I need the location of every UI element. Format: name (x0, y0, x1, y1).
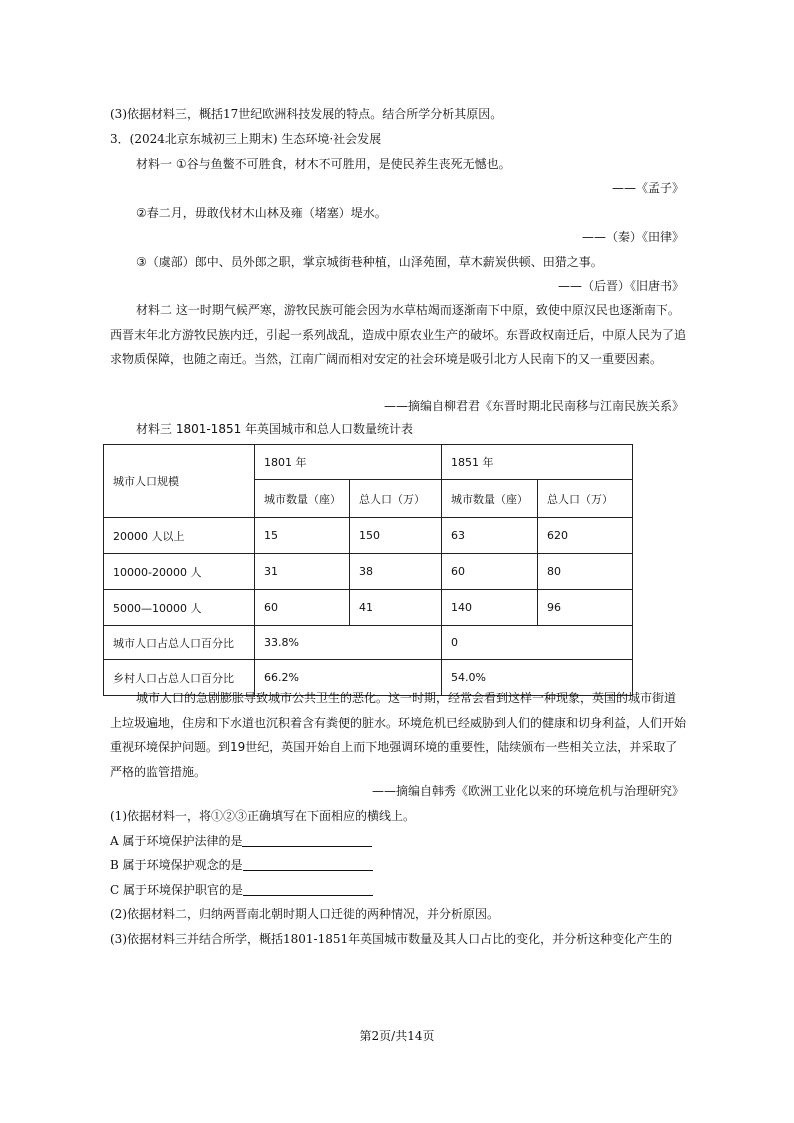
question-1-c: C 属于环境保护职官的是 (110, 882, 373, 898)
answer-blank-a[interactable] (242, 834, 372, 847)
table-corner-header: 城市人口规模 (104, 445, 255, 518)
table-cell: 80 (538, 554, 633, 590)
table-cell: 15 (255, 518, 350, 554)
table-subheader: 城市数量（座） (442, 480, 538, 518)
table-cell: 10000-20000 人 (104, 554, 255, 590)
table-cell: 城市人口占总人口百分比 (104, 626, 255, 660)
table-cell: 5000—10000 人 (104, 590, 255, 626)
question-3-header: 3．(2024北京东城初三上期末) 生态环境·社会发展 (110, 132, 382, 146)
table-subheader: 城市数量（座） (255, 480, 350, 518)
table-year-1801: 1801 年 (255, 445, 442, 480)
table-cell: 20000 人以上 (104, 518, 255, 554)
answer-blank-c[interactable] (243, 883, 373, 896)
answer-blank-b[interactable] (243, 858, 373, 871)
table-cell: 63 (442, 518, 538, 554)
material-2-source: ——摘编自柳君君《东晋时期北民南移与江南民族关系》 (383, 399, 684, 413)
question-1-b: B 属于环境保护观念的是 (110, 857, 373, 873)
table-cell: 620 (538, 518, 633, 554)
table-subheader: 总人口（万） (538, 480, 633, 518)
table-cell: 0 (442, 626, 633, 660)
question-1-a: A 属于环境保护法律的是 (110, 833, 372, 849)
material-1-item-1-source: ——《孟子》 (611, 181, 684, 195)
table-cell: 31 (255, 554, 350, 590)
material-3-paragraph: 城市人口的急剧膨胀导致城市公共卫生的恶化。这一时期，经常会看到这样一种现象，英国的城市街道上垃圾遍地，住房和下水道也沉积着含有粪便的脏水。环境危机已经威胁到人们的健康和切身利益，人们开始重视环境保护问题。到19世纪，英国开始自上而下地强调环境的重要性，陆续颁布一些相关立法，并采取了严格的监管措施。 (110, 691, 687, 779)
table-cell: 38 (350, 554, 442, 590)
table-cell: 33.8% (255, 626, 442, 660)
material-3-source: ——摘编自韩秀《欧洲工业化以来的环境危机与治理研究》 (371, 784, 684, 798)
table-cell: 60 (255, 590, 350, 626)
population-table (103, 444, 633, 696)
table-cell: 96 (538, 590, 633, 626)
table-year-1851: 1851 年 (442, 445, 633, 480)
table-cell: 乡村人口占总人口百分比 (104, 660, 255, 696)
material-1-item-3: ③（虞部）郎中、员外郎之职，掌京城街巷种植，山泽苑囿，草木薪炭供顿、田猎之事。 (136, 255, 603, 269)
material-1-item-2: ②春二月，毋敢伐材木山林及雍（堵塞）堤水。 (136, 206, 387, 220)
question-3-prev-sub3: (3)依据材料三，概括17世纪欧洲科技发展的特点。结合所学分析其原因。 (110, 107, 503, 121)
table-cell: 54.0% (442, 660, 633, 696)
table-row (104, 518, 633, 554)
table-cell: 150 (350, 518, 442, 554)
material-1-item-3-source: ——（后晋）《旧唐书》 (557, 279, 684, 293)
material-3-title: 材料三 1801-1851 年英国城市和总人口数量统计表 (136, 422, 414, 436)
material-2-paragraph: 材料二 这一时期气候严寒，游牧民族可能会因为水草枯竭而逐渐南下中原，致使中原汉民也逐渐南下。西晋末年北方游牧民族内迁，引起一系列战乱，造成中原农业生产的破坏。东晋政权南迁后，中原人民为了追求物质保障，也随之南迁。当然，江南广阔而相对安定的社会环境是吸引北方人民南下的又一重要因素。 (110, 303, 687, 366)
table-row (104, 590, 633, 626)
question-1: (1)依据材料一，将①②③正确填写在下面相应的横线上。 (110, 809, 416, 823)
question-3: (3)依据材料三并结合所学，概括1801-1851年英国城市数量及其人口占比的变化，并分析这种变化产生的 (110, 932, 673, 946)
question-2: (2)依据材料二，归纳两晋南北朝时期人口迁徙的两种情况，并分析原因。 (110, 907, 500, 921)
table-cell: 60 (442, 554, 538, 590)
table-row (104, 554, 633, 590)
material-1-item-1: 材料一 ①谷与鱼鳖不可胜食，材木不可胜用，是使民养生丧死无憾也。 (136, 157, 511, 171)
table-cell: 140 (442, 590, 538, 626)
table-row-urban (104, 626, 633, 660)
page-footer: 第2页/共14页 (359, 1029, 435, 1043)
table-subheader: 总人口（万） (350, 480, 442, 518)
material-1-item-2-source: ——（秦）《田律》 (581, 230, 684, 244)
table-cell: 41 (350, 590, 442, 626)
table-cell: 66.2% (255, 660, 442, 696)
